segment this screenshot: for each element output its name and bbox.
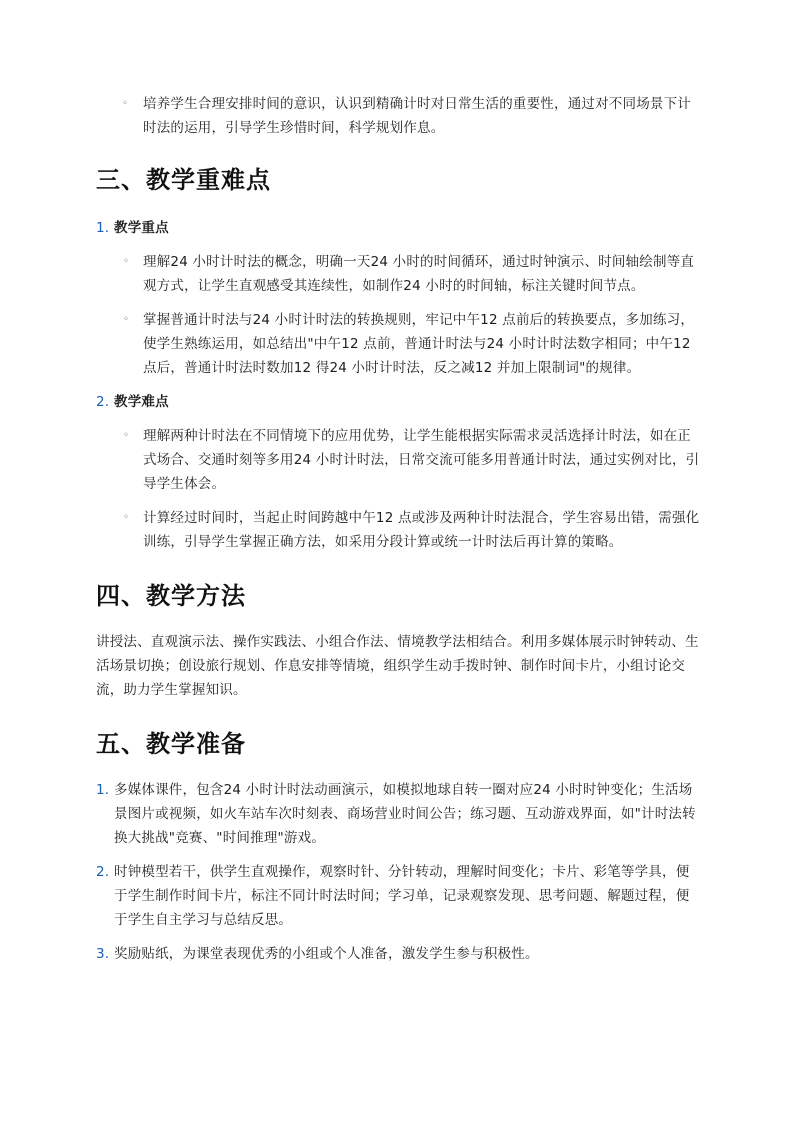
list-item [96, 92, 702, 140]
numbered-item-text: 奖励贴纸，为课堂表现优秀的小组或个人准备，激发学生参与积极性。 [114, 946, 539, 962]
hollow-bullet-icon: ◦ [123, 256, 130, 267]
list-item [114, 308, 702, 380]
list-item-text: 理解24 小时计时法的概念，明确一天24 小时的时间循环，通过时钟演示、时间轴绘制等直观方式，让学生直观感受其连续性，如制作24 小时的时间轴，标注关键时间节点。 [143, 254, 695, 294]
list-item-text: 理解两种计时法在不同情境下的应用优势，让学生能根据实际需求灵活选择计时法，如在正式场合、交通时刻等多用24 小时计时法，日常交流可能多用普通计时法，通过实例对比，引导学生体会。 [143, 428, 700, 492]
hollow-bullet-icon: ◦ [123, 314, 130, 325]
list-number: 2. [96, 394, 110, 410]
hollow-bullet-icon: ◦ [123, 512, 130, 523]
intro-bullet-list [96, 92, 702, 140]
section-heading-preparation: 五、教学准备 [96, 730, 246, 758]
numbered-item-text: 时钟模型若干，供学生直观操作，观察时针、分针转动，理解时间变化；卡片、彩笔等学具，便于学生制作时间卡片，标注不同计时法时间；学习单，记录观察发现、思考问题、解题过程，便于学生自主学习与总结反思。 [114, 864, 690, 928]
list-item [114, 424, 702, 496]
difficulties-list [96, 216, 702, 554]
numbered-item-key-points [96, 216, 702, 380]
list-number: 1. [96, 782, 110, 798]
list-number: 2. [96, 864, 110, 880]
list-item-text: 培养学生合理安排时间的意识，认识到精确计时对日常生活的重要性，通过对不同场景下计时法的运用，引导学生珍惜时间，科学规划作息。 [143, 96, 691, 136]
list-item [114, 250, 702, 298]
list-number: 1. [96, 220, 110, 236]
hollow-bullet-icon: ◦ [123, 430, 130, 441]
methods-paragraph: 讲授法、直观演示法、操作实践法、小组合作法、情境教学法相结合。利用多媒体展示时钟转动、生活场景切换；创设旅行规划、作息安排等情境，组织学生动手拨时钟、制作时间卡片，小组讨论交流，助力学生掌握知识。 [96, 634, 699, 698]
section-heading-methods: 四、教学方法 [96, 582, 246, 610]
key-points-sublist [114, 250, 702, 380]
numbered-item-difficult-points [96, 390, 702, 554]
numbered-item-text: 多媒体课件，包含24 小时计时法动画演示，如模拟地球自转一圈对应24 小时时钟变化；生活场景图片或视频，如火车站车次时刻表、商场营业时间公告；练习题、互动游戏界面，如"计时法转换大挑战"竞赛、"时间推理"游戏。 [114, 782, 696, 846]
preparation-list [96, 778, 702, 966]
list-item-text: 掌握普通计时法与24 小时计时法的转换规则，牢记中午12 点前后的转换要点，多加练习，使学生熟练运用，如总结出"中午12 点前，普通计时法与24 小时计时法数字相同；中午12 点后，普通计时法时数加12 得24 小时计时法，反之减12 并加上限制词"的规律。 [143, 312, 695, 376]
difficult-points-sublist [114, 424, 702, 554]
list-item-text: 计算经过时间时，当起止时间跨越中午12 点或涉及两种计时法混合，学生容易出错，需强化训练，引导学生掌握正确方法，如采用分段计算或统一计时法后再计算的策略。 [143, 510, 700, 550]
list-item [114, 506, 702, 554]
document-content [96, 92, 702, 966]
hollow-bullet-icon: ◦ [122, 98, 129, 109]
numbered-item [96, 860, 702, 932]
section-heading-difficulties: 三、教学重难点 [96, 166, 271, 194]
numbered-item-title: 教学难点 [114, 394, 169, 410]
numbered-item [96, 942, 702, 966]
list-number: 3. [96, 946, 110, 962]
numbered-item-title: 教学重点 [114, 220, 169, 236]
numbered-item [96, 778, 702, 850]
